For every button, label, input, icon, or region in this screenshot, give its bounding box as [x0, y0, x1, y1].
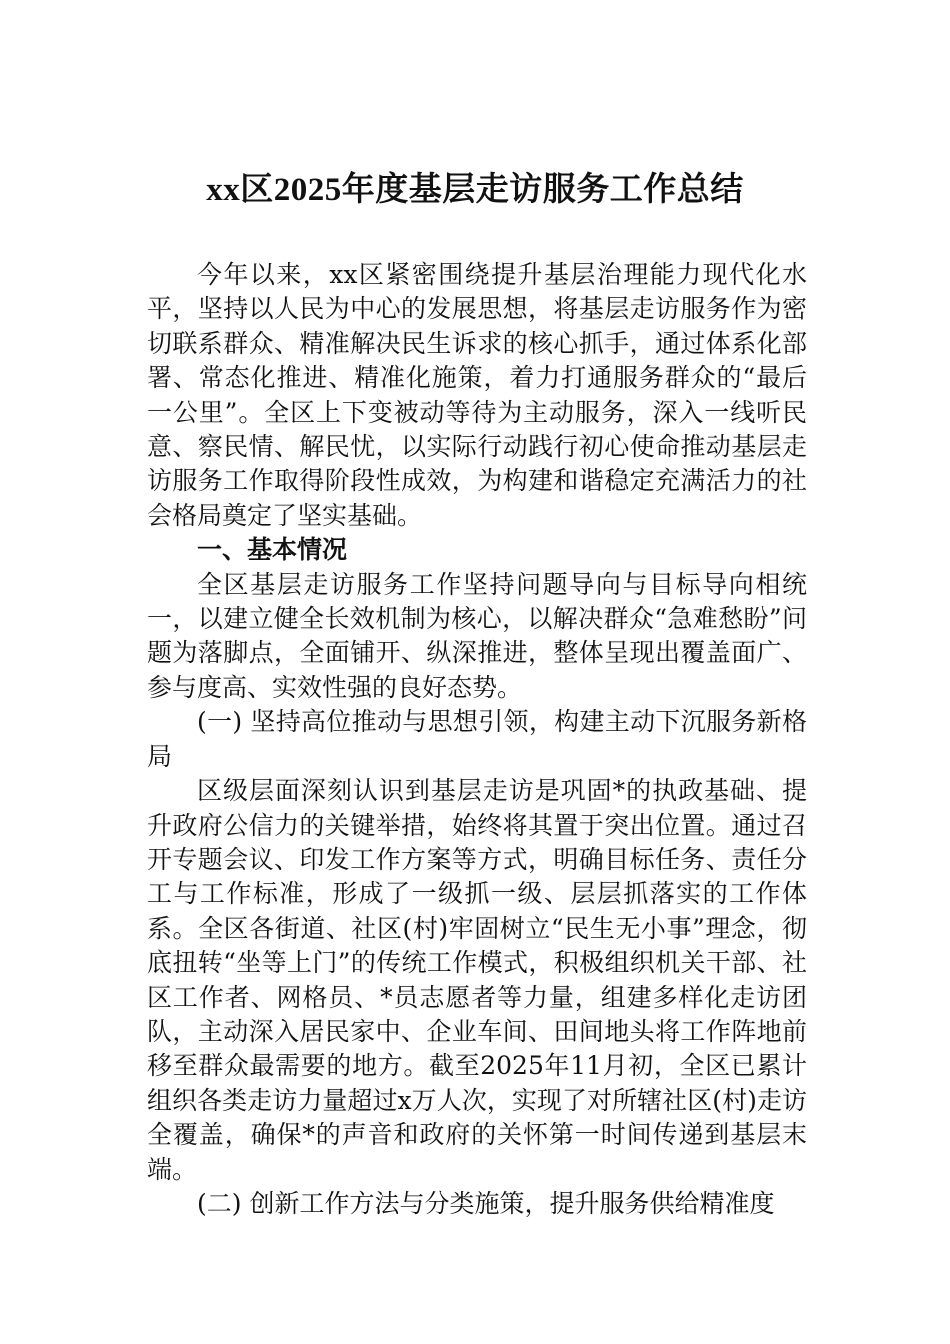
section-heading-basic-situation: 一、基本情况: [197, 535, 348, 565]
document-title: xx区2025年度基层走访服务工作总结: [206, 172, 744, 208]
section-paragraph: 全区基层走访服务工作坚持问题导向与目标导向相统一，以建立健全长效机制为核心，以解决群众“急难愁盼”问题为落脚点，全面铺开、纵深推进，整体呈现出覆盖面广、参与度高、实效性强的良好态势。: [147, 569, 807, 702]
subsection-heading-1: (一) 坚持高位推动与思想引领，构建主动下沉服务新格局: [147, 707, 807, 771]
subsection-paragraph: 区级层面深刻认识到基层走访是巩固*的执政基础、提升政府公信力的关键举措，始终将其置于突出位置。通过召开专题会议、印发工作方案等方式，明确目标任务、责任分工与工作标准，形成了一级抓一级、层层抓落实的工作体系。全区各街道、社区(村)牢固树立“民生无小事”理念，彻底扭转“坐等上门”的传统工作模式，积极组织机关干部、社区工作者、网格员、*员志愿者等力量，组建多样化走访团队，主动深入居民家中、企业车间、田间地头将工作阵地前移至群众最需要的地方。截至2025年11月初，全区已累计组织各类走访力量超过x万人次，实现了对所辖社区(村)走访全覆盖，确保*的声音和政府的关怀第一时间传递到基层末端。: [147, 776, 807, 1184]
subsection-heading-2: (二) 创新工作方法与分类施策，提升服务供给精准度: [197, 1188, 775, 1218]
intro-paragraph: 今年以来，xx区紧密围绕提升基层治理能力现代化水平，坚持以人民为中心的发展思想，将基层走访服务作为密切联系群众、精准解决民生诉求的核心抓手，通过体系化部署、常态化推进、精准化施策，着力打通服务群众的“最后一公里”。全区上下变被动等待为主动服务，深入一线听民意、察民情、解民忧，以实际行动践行初心使命推动基层走访服务工作取得阶段性成效，为构建和谐稳定充满活力的社会格局奠定了坚实基础。: [147, 260, 807, 530]
document-body: [147, 258, 807, 1221]
